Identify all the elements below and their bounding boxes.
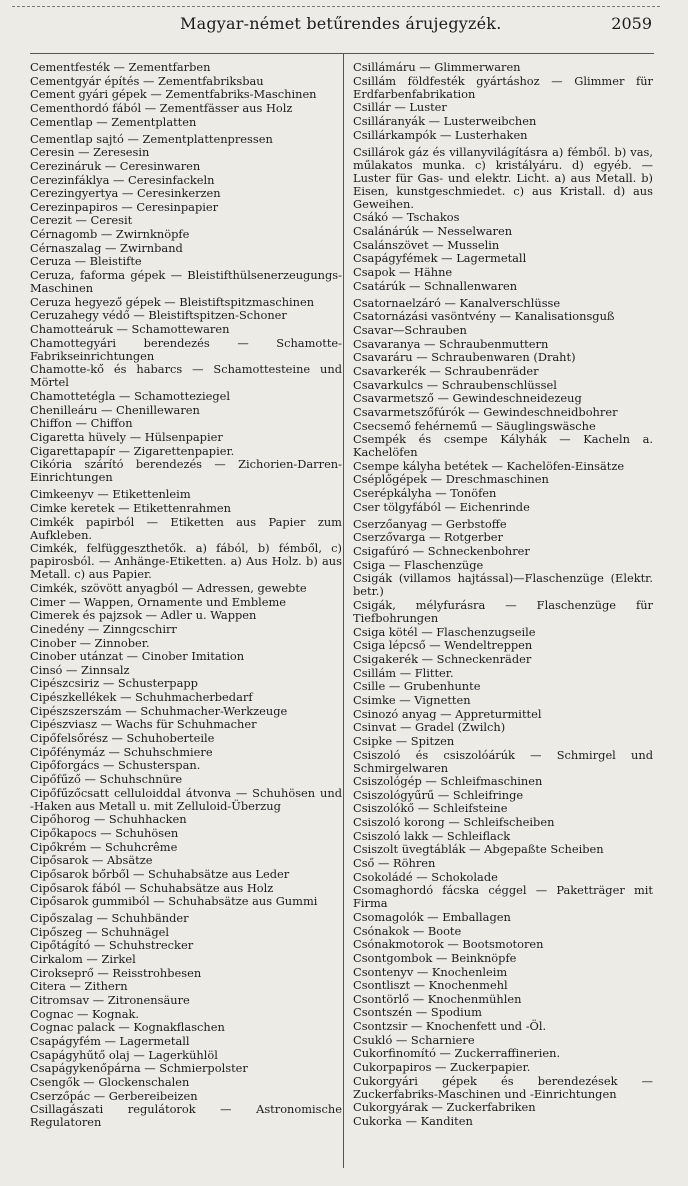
index-entry: Cserzőanyag — Gerbstoffe (353, 516, 507, 531)
index-entry: Csavarmetsző — Gewindeschneidezeug (353, 391, 582, 406)
index-entry: Csavarkerék — Schraubenräder (353, 363, 539, 378)
index-entry: Csapágyfémek — Lagermetall (353, 251, 527, 266)
index-entry: Cipészszerszám — Schuhmacher-Werkzeuge (30, 703, 288, 718)
index-entry: Csapágyfém — Lagermetall (30, 1033, 190, 1048)
index-entry: Citera — Zithern (30, 979, 128, 994)
index-entry: Csilláranyák — Lusterweibchen (353, 113, 537, 128)
index-entry: Csomagolók — Emballagen (353, 910, 511, 924)
index-entry: Csavaranya — Schraubenmuttern (353, 336, 549, 351)
index-entry: Csapok — Hähne (353, 265, 453, 280)
right-column (353, 61, 653, 1129)
index-entry: Cipőhorog — Schuhhacken (30, 812, 187, 827)
index-entry: Csillagászati regulátorok — Astronomische Regulatoren (30, 1102, 342, 1130)
index-entry: Csontenyv — Knochenleim (353, 964, 508, 979)
index-entry: Cukorpapiros — Zuckerpapier. (353, 1060, 531, 1075)
index-entry: Ceruza hegyező gépek — Bleistiftspitzmaschinen (30, 294, 315, 309)
index-entry: Cukorka — Kanditen (353, 1114, 473, 1129)
index-entry: Cipőtágító — Schuhstrecker (30, 938, 194, 953)
index-entry: Cipőszeg — Schuhnägel (30, 924, 170, 939)
index-entry: Cementlap sajtó — Zementplattenpressen (30, 131, 273, 146)
index-entry: Cirkalom — Zirkel (30, 952, 136, 967)
index-entry: Cserzőpác — Gerbereibeizen (30, 1088, 198, 1103)
index-entry: Chamotte-kő és habarcs — Schamottesteine und Mörtel (30, 362, 342, 390)
index-entry: Csillárkampók — Lusterhaken (353, 127, 528, 142)
index-entry: Cigarettapapír — Zigarettenpapier. (30, 443, 235, 458)
index-entry: Ceruza — Bleistifte (30, 254, 142, 269)
header-rule (30, 53, 654, 54)
index-entry: Cipőforgács — Schusterspan. (30, 758, 201, 773)
index-entry: Csukló — Scharniere (353, 1032, 475, 1047)
index-entry: Cimkék, szövött anyagból — Adressen, gewebte (30, 581, 307, 595)
index-entry: Chamotteáruk — Schamottewaren (30, 321, 230, 336)
index-entry: Cipősarok — Absätze (30, 853, 153, 868)
index-entry: Citromsav — Zitronensäure (30, 993, 190, 1008)
index-entry: Cipősarok bőrből — Schuhabsätze aus Leder (30, 866, 290, 881)
index-entry: Cimerek és pajzsok — Adler u. Wappen (30, 608, 257, 623)
index-entry: Csavaráru — Schraubenwaren (Draht) (353, 350, 576, 365)
index-entry: Csalánárúk — Nesselwaren (353, 224, 513, 239)
index-entry: Csengők — Glockenschalen (30, 1074, 190, 1089)
index-entry: Cérnagomb — Zwirnknöpfe (30, 227, 190, 242)
index-entry: Csontszén — Spodium (353, 1005, 482, 1020)
index-entry: Cognac palack — Kognakflaschen (30, 1020, 225, 1035)
index-entry: Csillámáru — Glimmerwaren (353, 60, 521, 74)
page-number: 2059 (611, 14, 652, 33)
index-entry: Csillám — Flitter. (353, 665, 454, 680)
index-entry: Cipősarok gummiból — Schuhabsätze aus Gummi (30, 894, 318, 909)
page-title: Magyar-német betűrendes árujegyzék. (180, 14, 502, 33)
index-entry: Csavar—Schrauben (353, 323, 467, 338)
index-entry: Cipészcsiriz — Schusterpapp (30, 676, 198, 691)
index-entry: Cognac — Kognak. (30, 1006, 140, 1021)
index-entry: Cigaretta hüvely — Hülsenpapier (30, 429, 223, 444)
index-entry: Csille — Grubenhunte (353, 679, 481, 694)
index-entry: Csiszoló és csiszolóárúk — Schmirgel und Schmirgelwaren (353, 747, 653, 775)
index-entry: Cementlap — Zementplatten (30, 114, 197, 129)
index-entry: Csákó — Tschakos (353, 210, 460, 225)
index-entry: Cserépkályha — Tonöfen (353, 486, 497, 501)
index-entry: Csapágyhűtő olaj — Lagerkühlöl (30, 1047, 218, 1062)
index-entry: Ceruza, faforma gépek — Bleistifthülsenerzeugungs-Maschinen (30, 268, 342, 296)
index-entry: Cerezit — Ceresit (30, 213, 133, 228)
index-entry: Csontörlő — Knochenmühlen (353, 991, 522, 1006)
page-header (0, 14, 688, 40)
index-entry: Csiga kötél — Flaschenzugseile (353, 624, 536, 639)
index-entry: Cinober — Zinnober. (30, 635, 150, 650)
index-entry: Cukorgyári gépek és berendezések — Zuckerfabriks-Maschinen und -Einrichtungen (353, 1073, 653, 1101)
index-entry: Cirokseprő — Reisstrohbesen (30, 965, 202, 980)
index-entry: Cserzővarga — Rotgerber (353, 530, 503, 545)
index-entry: Chamottegyári berendezés — Schamotte-Fabrikseinrichtungen (30, 335, 342, 363)
index-entry: Csillám földfesték gyártáshoz — Glimmer für Erdfarbenfabrikation (353, 73, 653, 101)
index-entry: Cinedény — Zinngcschirr (30, 621, 177, 636)
index-entry: Csónakmotorok — Bootsmotoren (353, 937, 544, 952)
index-entry: Cipészviasz — Wachs für Schuhmacher (30, 717, 257, 732)
index-entry: Csokoládé — Schokolade (353, 869, 498, 884)
index-entry: Cipőfénymáz — Schuhschmiere (30, 744, 213, 759)
index-entry: Cipőszalag — Schuhbänder (30, 911, 189, 926)
index-entry: Cipőfűző — Schuhschnüre (30, 771, 183, 786)
index-entry: Cukorfinomító — Zuckerraffinerien. (353, 1046, 561, 1061)
index-entry: Csontzsir — Knochenfett und -Öl. (353, 1019, 547, 1034)
index-entry: Csinozó anyag — Appreturmittel (353, 706, 542, 721)
index-entry: Csigák, mélyfurásra — Flaschenzüge für Tiefbohrungen (353, 598, 653, 626)
index-entry: Csiszoló lakk — Schleiflack (353, 828, 511, 843)
left-column (30, 61, 342, 1130)
index-entry: Cimer — Wappen, Ornamente und Embleme (30, 594, 287, 609)
index-entry: Csiszolt üvegtáblák — Abgepaßte Scheiben (353, 842, 604, 857)
index-entry: Cikória szárító berendezés — Zichorien-Darren-Einrichtungen (30, 457, 342, 485)
index-entry: Cementhordó fából — Zementfässer aus Holz (30, 100, 293, 115)
index-entry: Ceresin — Zeresesin (30, 145, 150, 160)
index-entry: Cimkeenyv — Etikettenleim (30, 487, 191, 502)
index-entry: Cement gyári gépek — Zementfabriks-Maschinen (30, 87, 317, 102)
index-entry: Cérnaszalag — Zwirnband (30, 240, 183, 255)
index-entry: Csiszológép — Schleifmaschinen (353, 774, 543, 789)
index-entry: Csontliszt — Knochenmehl (353, 978, 508, 993)
index-entry: Cimkék papirból — Etiketten aus Papier zum Aufkleben. (30, 514, 342, 542)
index-entry: Csiga — Flaschenzüge (353, 557, 484, 572)
index-entry: Cser tölgyfából — Eichenrinde (353, 499, 530, 514)
index-entry: Cerezinfáklya — Ceresinfackeln (30, 172, 215, 187)
index-entry: Csempe kályha betétek — Kachelöfen-Einsätze (353, 458, 625, 473)
index-entry: Csiszológyűrű — Schleifringe (353, 787, 524, 802)
index-entry: Csavarkulcs — Schraubenschlüssel (353, 377, 557, 392)
index-entry: Csiszolókő — Schleifsteine (353, 801, 508, 816)
index-entry: Cerezináruk — Ceresinwaren (30, 158, 201, 173)
index-entry: Csontgombok — Beinknöpfe (353, 950, 517, 965)
index-entry: Ceruzahegy védő — Bleistiftspitzen-Schoner (30, 308, 287, 323)
top-border (12, 6, 660, 7)
index-entry: Csigakerék — Schneckenräder (353, 652, 532, 667)
index-entry: Csigafúró — Schneckenbohrer (353, 544, 530, 559)
index-entry: Csapágykenőpárna — Schmierpolster (30, 1061, 248, 1076)
index-entry: Cipősarok fából — Schuhabsätze aus Holz (30, 880, 274, 895)
index-entry: Cimkék, felfüggeszthetők. a) fából, b) fémből, c) papirosból. — Anhänge-Etiketten. a) Aus Holz. b) aus Metall. c) aus Papier. (30, 541, 342, 582)
index-entry: Cementfesték — Zementfarben (30, 60, 211, 74)
index-entry: Csigák (villamos hajtással)—Flaschenzüge (Elektr. betr.) (353, 571, 653, 599)
index-entry: Cerezingyertya — Ceresinkerzen (30, 186, 221, 201)
index-entry: Cső — Röhren (353, 856, 436, 871)
index-entry: Csavarmetszőfúrók — Gewindeschneidbohrer (353, 404, 618, 419)
index-entry: Cipőkrém — Schuhcrême (30, 839, 178, 854)
index-entry: Cséplőgépek — Dreschmaschinen (353, 472, 549, 487)
index-entry: Csalánszövet — Musselin (353, 237, 500, 252)
index-entry: Csiga lépcső — Wendeltreppen (353, 638, 533, 653)
index-entry: Chenilleáru — Chenillewaren (30, 402, 200, 417)
index-entry: Cipőfűzőcsatt celluloiddal átvonva — Schuhösen und -Haken aus Metall u. mit Zelluloid-Überzug (30, 785, 342, 813)
index-entry: Cipőfelsőrész — Schuhoberteile (30, 731, 215, 746)
index-entry: Csipke — Spitzen (353, 733, 455, 748)
index-entry: Csiszoló korong — Schleifscheiben (353, 815, 555, 830)
index-entry: Cipőkapocs — Schuhösen (30, 825, 179, 840)
column-divider (343, 53, 344, 1168)
index-entry: Csomaghordó fácska céggel — Paketträger mit Firma (353, 883, 653, 911)
index-entry: Csillár — Luster (353, 100, 447, 115)
index-entry: Cinsó — Zinnsalz (30, 662, 130, 677)
index-entry: Csónakok — Boote (353, 923, 462, 938)
index-entry: Csatornaelzáró — Kanalverschlüsse (353, 295, 561, 310)
index-entry: Csempék és csempe Kályhák — Kacheln a. Kachelöfen (353, 432, 653, 460)
index-entry: Chamottetégla — Schamotteziegel (30, 389, 230, 403)
index-entry: Chiffon — Chiffon (30, 416, 133, 431)
index-entry: Cipészkellékek — Schuhmacherbedarf (30, 690, 253, 705)
index-entry: Csecsemő fehérnemű — Säuglingswäsche (353, 418, 596, 433)
index-entry: Csillárok gáz és villanyvilágításra a) fémből. b) vas, műlakatos munka. c) kristályáru. d) egyéb. — Luster für Gas- und elektr. Licht. a) aus Metall. b) Eisen, kunstgeschmiedet. c) aus Kristall. d) aus Geweihen. (353, 144, 653, 211)
index-entry: Cementgyár építés — Zementfabriksbau (30, 73, 264, 88)
index-entry: Csatárúk — Schnallenwaren (353, 278, 518, 293)
index-entry: Cukorgyárak — Zuckerfabriken (353, 1100, 536, 1115)
index-entry: Csimke — Vignetten (353, 692, 471, 707)
index-entry: Cerezinpapiros — Ceresinpapier (30, 199, 219, 214)
index-entry: Csatornázási vasöntvény — Kanalisationsguß (353, 309, 615, 324)
index-entry: Cinober utánzat — Cinober Imitation (30, 649, 245, 664)
index-entry: Cimke keretek — Etikettenrahmen (30, 500, 231, 515)
index-entry: Csinvat — Gradel (Zwilch) (353, 720, 506, 735)
